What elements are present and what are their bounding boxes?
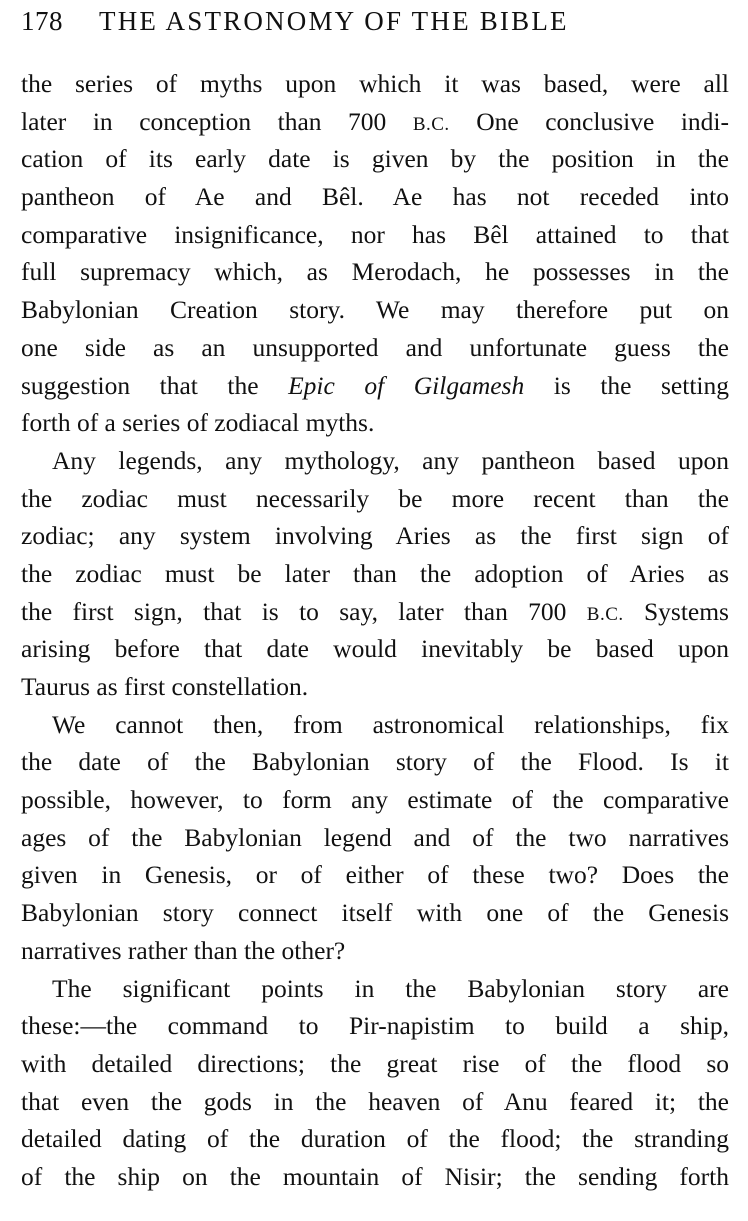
small-caps-era: B.C. [412,113,450,135]
text-line [21,819,729,857]
text-segment: narratives rather than the other? [21,935,346,965]
text-line [21,1120,729,1158]
text-segment: detailed dating of the duration of the flood; the stranding [21,1124,729,1154]
text-line [21,291,729,329]
text-line [21,1158,729,1196]
text-line [21,253,729,291]
text-segment: arising before that date would inevitably be based upon [21,634,729,664]
text-line [21,781,729,819]
text-line [21,65,729,103]
text-line [21,517,729,555]
text-segment: Taurus as first constellation. [21,672,309,701]
text-segment: forth of a series of zodiacal myths. [21,408,375,438]
text-line [21,668,729,706]
text-segment: One conclusive indi- [449,106,729,136]
text-segment: comparative insignificance, nor has Bêl attained to that [21,219,729,249]
text-line [21,970,729,1008]
text-line [21,743,729,781]
text-line [21,630,729,668]
book-page [21,0,729,1196]
text-line [21,856,729,894]
text-segment: zodiac; any system involving Aries as the first sign of [21,521,729,551]
text-line [21,404,729,442]
text-line [21,1007,729,1045]
text-segment: ages of the Babylonian legend and of the two narratives [21,822,729,852]
text-line [21,216,729,254]
text-line [21,480,729,518]
text-segment: the series of myths upon which it was based, were all [21,69,729,98]
text-line [21,442,729,480]
body-text [21,65,729,1196]
text-segment: the zodiac must be later than the adoption of Aries as [21,558,729,588]
text-segment: given in Genesis, or of either of these two? Does the [21,860,729,890]
text-segment: We cannot then, from astronomical relationships, fix [52,709,729,739]
text-segment: Systems [623,596,729,626]
text-line [21,593,729,631]
text-segment: of the ship on the mountain of Nisir; the sending forth [21,1161,729,1191]
text-line [21,103,729,141]
text-segment: possible, however, to form any estimate of the comparative [21,785,729,815]
text-line [21,932,729,970]
text-segment: the date of the Babylonian story of the Flood. Is it [21,747,729,777]
text-segment: suggestion that the [21,370,289,400]
text-line [21,178,729,216]
text-segment: The significant points in the Babylonian story are [52,973,729,1003]
running-header [21,0,729,50]
text-segment: the zodiac must necessarily be more recent than the [21,483,729,513]
text-segment: the first sign, that is to say, later than 700 [21,596,587,626]
text-segment: that even the gods in the heaven of Anu feared it; the [21,1086,729,1116]
text-segment: full supremacy which, as Merodach, he possesses in the [21,257,729,287]
text-segment: cation of its early date is given by the position in the [21,144,729,174]
text-line [21,555,729,593]
running-title: THE ASTRONOMY OF THE BIBLE [99,6,569,36]
text-segment: these:—the command to Pir-napistim to build a ship, [21,1011,729,1041]
text-line [21,1083,729,1121]
text-segment: Babylonian story connect itself with one of the Genesis [21,898,729,928]
small-caps-era: B.C. [586,603,624,625]
text-segment: is the setting [524,370,729,400]
text-segment: one side as an unsupported and unfortunate guess the [21,332,729,362]
text-segment: later in conception than 700 [21,106,413,136]
text-line [21,1045,729,1083]
text-segment: pantheon of Ae and Bêl. Ae has not receded into [21,182,729,212]
italic-title: Epic of Gilgamesh [288,370,525,400]
text-segment: Babylonian Creation story. We may therefore put on [21,295,729,325]
text-line [21,329,729,367]
page-number: 178 [21,6,63,36]
text-segment: with detailed directions; the great rise of the flood so [21,1048,729,1078]
text-line [21,140,729,178]
text-line [21,706,729,744]
text-segment: Any legends, any mythology, any pantheon based upon [52,445,729,475]
text-line [21,894,729,932]
text-line [21,367,729,405]
